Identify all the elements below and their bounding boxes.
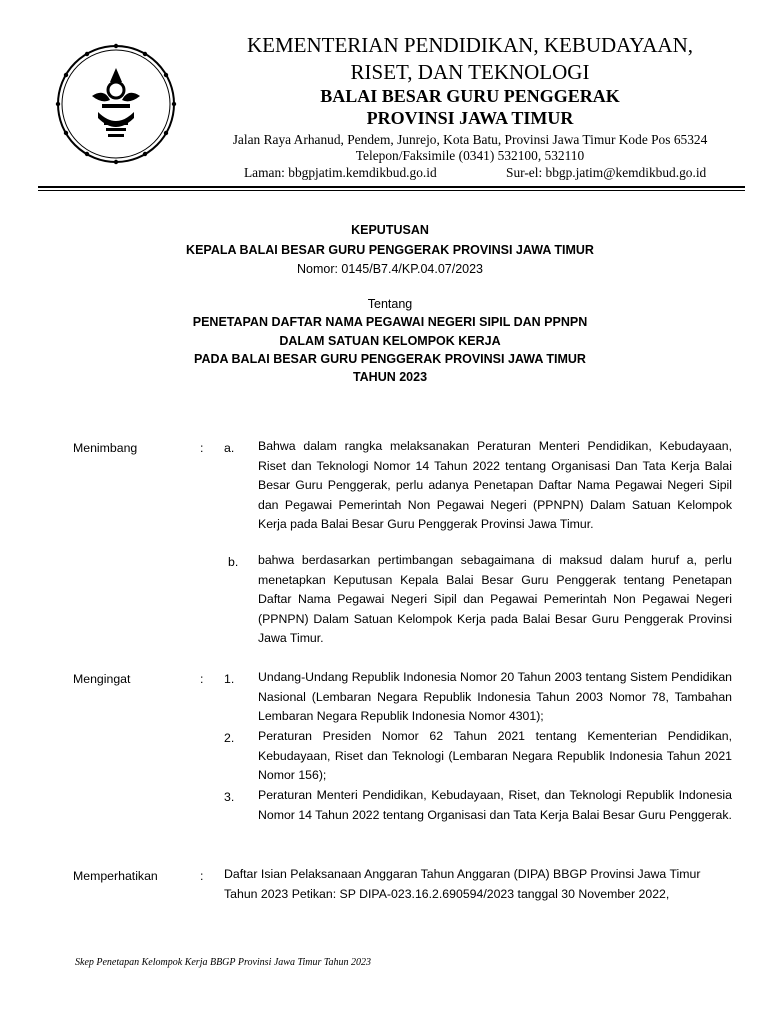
letterhead-divider-thick xyxy=(38,186,745,188)
item-marker: 3. xyxy=(224,790,235,804)
item-marker: b. xyxy=(228,555,239,569)
institution-province: PROVINSI JAWA TIMUR xyxy=(366,108,574,128)
item-marker: 1. xyxy=(224,672,235,686)
decree-subject-line: PADA BALAI BESAR GURU PENGGERAK PROVINSI JAWA TIMUR xyxy=(194,352,586,366)
page-footer: Skep Penetapan Kelompok Kerja BBGP Provinsi Jawa Timur Tahun 2023 xyxy=(75,957,372,968)
decree-subject-line: PENETAPAN DAFTAR NAMA PEGAWAI NEGERI SIPIL DAN PPNPN xyxy=(192,315,588,329)
menimbang-item-text: Bahwa dalam rangka melaksanakan Peraturan Menteri Pendidikan, Kebudayaan, Riset dan Teknologi Nomor 14 Tahun 2022 tentang Organisasi Dan Tata Kerja Balai Besar Guru Penggerak, perlu adanya Penetapan Daftar Nama Pegawai Negeri Sipil dan Pegawai Pemerintah Non Pegawai Negeri (PPNPN) Dalam Satuan Kelompok Kerja pada Balai Besar Guru Penggerak Provinsi Jawa Timur. xyxy=(258,439,732,531)
ministry-name-line2: RISET, DAN TEKNOLOGI xyxy=(350,60,590,84)
mengingat-item-text: Undang-Undang Republik Indonesia Nomor 20 Tahun 2003 tentang Sistem Pendidikan Nasional (Lembaran Negara Republik Indonesia Tahun 2003 Nomor 78, Tambahan Lembaran Negara Republik Indonesia Nomor 4301); xyxy=(258,670,732,723)
institution-address: Jalan Raya Arhanud, Pendem, Junrejo, Kota Batu, Provinsi Jawa Timur Kode Pos 65324 xyxy=(232,132,708,147)
mengingat-item-text: Peraturan Menteri Pendidikan, Kebudayaan, Riset, dan Teknologi Republik Indonesia Nomor 14 Tahun 2022 tentang Organisasi dan Tata Kerja Balai Besar Guru Penggerak. xyxy=(258,788,732,822)
institution-name: BALAI BESAR GURU PENGGERAK xyxy=(320,86,620,106)
item-marker: a. xyxy=(224,441,235,455)
institution-phone: Telepon/Faksimile (0341) 532100, 532110 xyxy=(355,148,585,163)
institution-website: Laman: bbgpjatim.kemdikbud.go.id xyxy=(244,165,437,180)
institution-email: Sur-el: bbgp.jatim@kemdikbud.go.id xyxy=(506,165,707,180)
letterhead-divider-thin xyxy=(38,190,745,191)
section-label-menimbang: Menimbang xyxy=(73,441,138,455)
decree-about-label: Tentang xyxy=(367,297,413,311)
menimbang-item-text: bahwa berdasarkan pertimbangan sebagaimana di maksud dalam huruf a, perlu menetapkan Keputusan Kepala Balai Besar Guru Penggerak tentang Penetapan Daftar Nama Pegawai Negeri Sipil dan Pegawai Pemerintah Non Pegawai Negeri (PPNPN) Dalam Satuan Kelompok Kerja pada Balai Besar Guru Penggerak Provinsi Jawa Timur. xyxy=(258,553,732,645)
decree-subject-line: DALAM SATUAN KELOMPOK KERJA xyxy=(279,334,501,348)
decree-subject-line: TAHUN 2023 xyxy=(352,370,428,384)
memperhatikan-text: Daftar Isian Pelaksanaan Anggaran Tahun Anggaran (DIPA) BBGP Provinsi Jawa Timur Tahun 2023 Petikan: SP DIPA-023.16.2.690594/2023 tanggal 30 November 2022, xyxy=(224,867,701,901)
section-colon: : xyxy=(200,672,204,686)
decree-type: KEPUTUSAN xyxy=(351,223,429,237)
section-colon: : xyxy=(200,869,204,883)
tut-wuri-handayani-logo xyxy=(52,38,180,166)
item-marker: 2. xyxy=(224,731,235,745)
decree-issuer: KEPALA BALAI BESAR GURU PENGGERAK PROVINSI JAWA TIMUR xyxy=(186,243,594,257)
logo-emblem-icon xyxy=(52,38,180,166)
section-label-memperhatikan: Memperhatikan xyxy=(73,869,158,883)
section-label-mengingat: Mengingat xyxy=(73,672,131,686)
section-colon: : xyxy=(200,441,204,455)
mengingat-item-text: Peraturan Presiden Nomor 62 Tahun 2021 tentang Kementerian Pendidikan, Kebudayaan, Riset dan Teknologi (Lembaran Negara Republik Indonesia Tahun 2021 Nomor 156); xyxy=(258,729,732,782)
ministry-name-line1: KEMENTERIAN PENDIDIKAN, KEBUDAYAAN, xyxy=(246,33,694,57)
decree-number: Nomor: 0145/B7.4/KP.04.07/2023 xyxy=(296,262,484,276)
